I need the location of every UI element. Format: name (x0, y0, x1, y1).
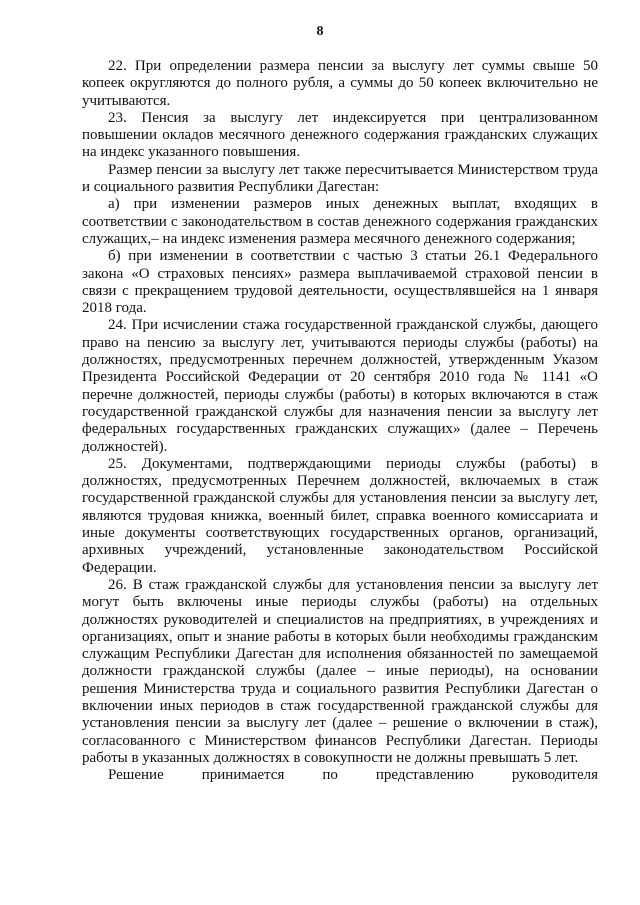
paragraph-item-b: б) при изменении в соответствии с частью 3 статьи 26.1 Федерального закона «О страховых пенсиях» размера выплачиваемой страховой пенсии в связи с прекращением трудовой деятельности, осуществлявшейся на 1 января 2018 года. (82, 248, 598, 317)
paragraph-item-a: а) при изменении размеров иных денежных выплат, входящих в соответствии с законодательством в состав денежного содержания гражданских служащих,– на индекс изменения размера месячного денежного содержания; (82, 196, 598, 247)
paragraph-recalculation: Размер пенсии за выслугу лет также пересчитывается Министерством труда и социального развития Республики Дагестан: (82, 161, 598, 196)
document-body (82, 58, 598, 784)
page-number: 8 (316, 24, 324, 39)
paragraph-24: 24. При исчислении стажа государственной гражданской службы, дающего право на пенсию за выслугу лет, учитываются периоды службы (работы) на должностях, предусмотренных перечнем должностей, утвержденным Указом Президента Российской Федерации от 20 сентября 2010 года № 1141 «О перечне должностей, периоды службы (работы) в которых включаются в стаж государственной гражданской службы для назначения пенсии за выслугу лет федеральных государственных гражданских служащих» (далее – Перечень должностей). (82, 317, 598, 455)
paragraph-25: 25. Документами, подтверждающими периоды службы (работы) в должностях, предусмотренных Перечнем должностей, включаемых в стаж государственной гражданской службы для установления пенсии за выслугу лет, являются трудовая книжка, военный билет, справка военного комиссариата и иные документы соответствующих государственных органов, организаций, архивных учреждений, установленные законодательством Российской Федерации. (82, 455, 598, 576)
paragraph-22: 22. При определении размера пенсии за выслугу лет суммы свыше 50 копеек округляются до полного рубля, а суммы до 50 копеек включительно не учитываются. (82, 58, 598, 109)
paragraph-26: 26. В стаж гражданской службы для установления пенсии за выслугу лет могут быть включены иные периоды службы (работы) на отдельных должностях руководителей и специалистов на предприятиях, в учреждениях и организациях, опыт и знание работы в которых были необходимы гражданским служащим Республики Дагестан для исполнения обязанностей по замещаемой должности гражданской службы (далее – иные периоды), на основании решения Министерства труда и социального развития Республики Дагестан о включении иных периодов в стаж государственной гражданской службы для установления пенсии за выслугу лет (далее – решение о включении в стаж), согласованного с Министерством финансов Республики Дагестан. Периоды работы в указанных должностях в совокупности не должны превышать 5 лет. (82, 576, 598, 766)
paragraph-23: 23. Пенсия за выслугу лет индексируется при централизованном повышении окладов месячного денежного содержания гражданских служащих на индекс указанного повышения. (82, 109, 598, 161)
paragraph-decision: Решение принимается по представлению руководителя (108, 767, 598, 784)
